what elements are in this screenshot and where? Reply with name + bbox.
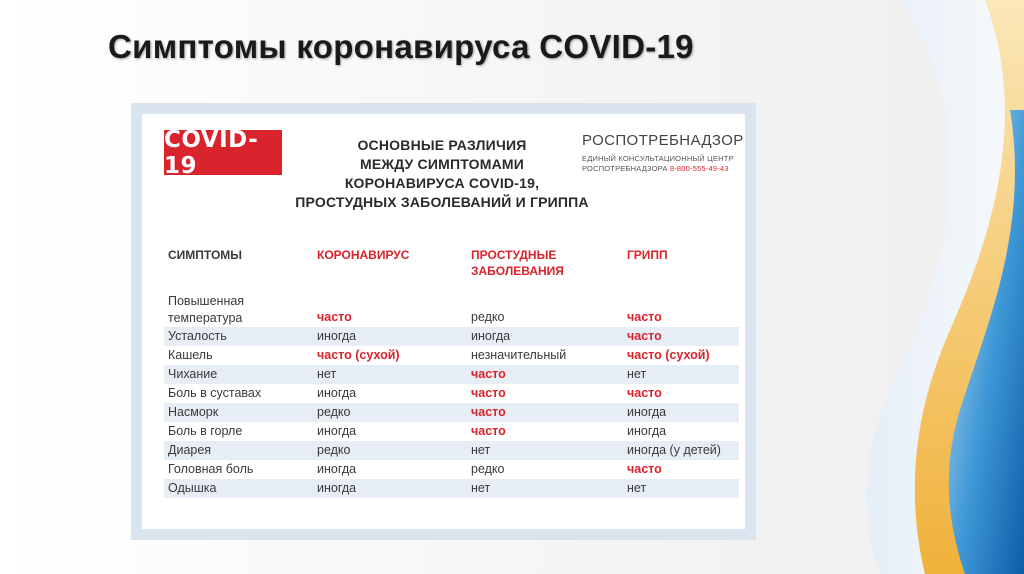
flu-cell: иногда [627, 424, 667, 438]
agency-line2-text: РОСПОТРЕБНАДЗОРА [582, 164, 668, 173]
cold-cell: нет [467, 479, 623, 498]
flu-cell: часто [627, 310, 662, 324]
covid-cell: нет [313, 365, 467, 384]
cold-cell: редко [471, 310, 505, 324]
cold-cell: часто [471, 424, 506, 438]
covid-cell: иногда [313, 327, 467, 346]
table-row [164, 422, 739, 441]
flu-cell: часто [627, 462, 662, 476]
symptom-line2: температура [168, 311, 243, 325]
cold-cell: нет [467, 441, 623, 460]
cold-cell: иногда [467, 327, 623, 346]
covid-badge: COVID-19 [164, 130, 282, 175]
header-symptoms: СИМПТОМЫ [168, 248, 243, 262]
table-row [164, 365, 739, 384]
symptom-cell: Усталость [164, 327, 313, 346]
table-row [164, 403, 739, 422]
flu-cell: часто [623, 327, 739, 346]
cold-cell: часто [471, 386, 506, 400]
agency-name: РОСПОТРЕБНАДЗОР [582, 132, 744, 149]
symptom-cell: Диарея [164, 441, 313, 460]
slide-title: Симптомы коронавируса COVID-19 [108, 28, 694, 65]
flu-cell: иногда [623, 403, 739, 422]
heading-line: ПРОСТУДНЫХ ЗАБОЛЕВАНИЙ И ГРИППА [295, 194, 589, 210]
flu-cell: часто (сухой) [627, 348, 710, 362]
flu-cell: нет [623, 479, 739, 498]
table-row [164, 346, 739, 365]
header-coronavirus: КОРОНАВИРУС [317, 248, 410, 262]
symptom-cell: Головная боль [168, 462, 254, 476]
cold-cell: незначительный [471, 348, 567, 362]
symptom-cell [164, 291, 313, 327]
table-row [164, 479, 739, 498]
table-row [164, 327, 739, 346]
agency-phone: 8-800-555-49-43 [669, 164, 729, 173]
table-row [164, 291, 739, 327]
symptom-table [164, 247, 739, 498]
symptom-cell: Боль в горле [168, 424, 243, 438]
covid-cell: иногда [317, 462, 357, 476]
symptom-cell: Насморк [164, 403, 313, 422]
covid-cell: иногда [317, 386, 357, 400]
symptom-cell: Кашель [168, 348, 213, 362]
covid-cell: редко [313, 441, 467, 460]
covid-cell: иногда [317, 424, 357, 438]
cold-cell: часто [467, 365, 623, 384]
heading-line: КОРОНАВИРУСА COVID-19, [344, 175, 540, 191]
table-row [164, 441, 739, 460]
agency-line2 [582, 164, 742, 174]
agency-line1: ЕДИНЫЙ КОНСУЛЬТАЦИОННЫЙ ЦЕНТР [582, 154, 734, 163]
symptom-cell: Боль в суставах [168, 386, 262, 400]
table-row [164, 460, 739, 479]
heading-line: ОСНОВНЫЕ РАЗЛИЧИЯ [357, 137, 527, 153]
poster [142, 114, 745, 529]
covid-cell: часто [317, 310, 352, 324]
header-flu: ГРИПП [627, 248, 668, 262]
flu-cell: часто [627, 386, 662, 400]
covid-cell: редко [313, 403, 467, 422]
agency-subtitle [582, 154, 742, 174]
cold-cell: редко [471, 462, 505, 476]
symptom-cell: Одышка [164, 479, 313, 498]
cold-cell: часто [467, 403, 623, 422]
poster-heading [292, 136, 592, 212]
flu-cell: нет [623, 365, 739, 384]
header-cold: ПРОСТУДНЫЕ ЗАБОЛЕВАНИЯ [471, 248, 564, 278]
covid-cell: часто (сухой) [317, 348, 400, 362]
symptom-line1: Повышенная [168, 294, 245, 308]
covid-cell: иногда [313, 479, 467, 498]
agency-block [582, 132, 742, 174]
table-row [164, 384, 739, 403]
table-header-row [164, 247, 739, 291]
flu-cell: иногда (у детей) [623, 441, 739, 460]
heading-line: МЕЖДУ СИМПТОМАМИ [359, 156, 525, 172]
symptom-cell: Чихание [164, 365, 313, 384]
poster-frame [131, 103, 756, 540]
